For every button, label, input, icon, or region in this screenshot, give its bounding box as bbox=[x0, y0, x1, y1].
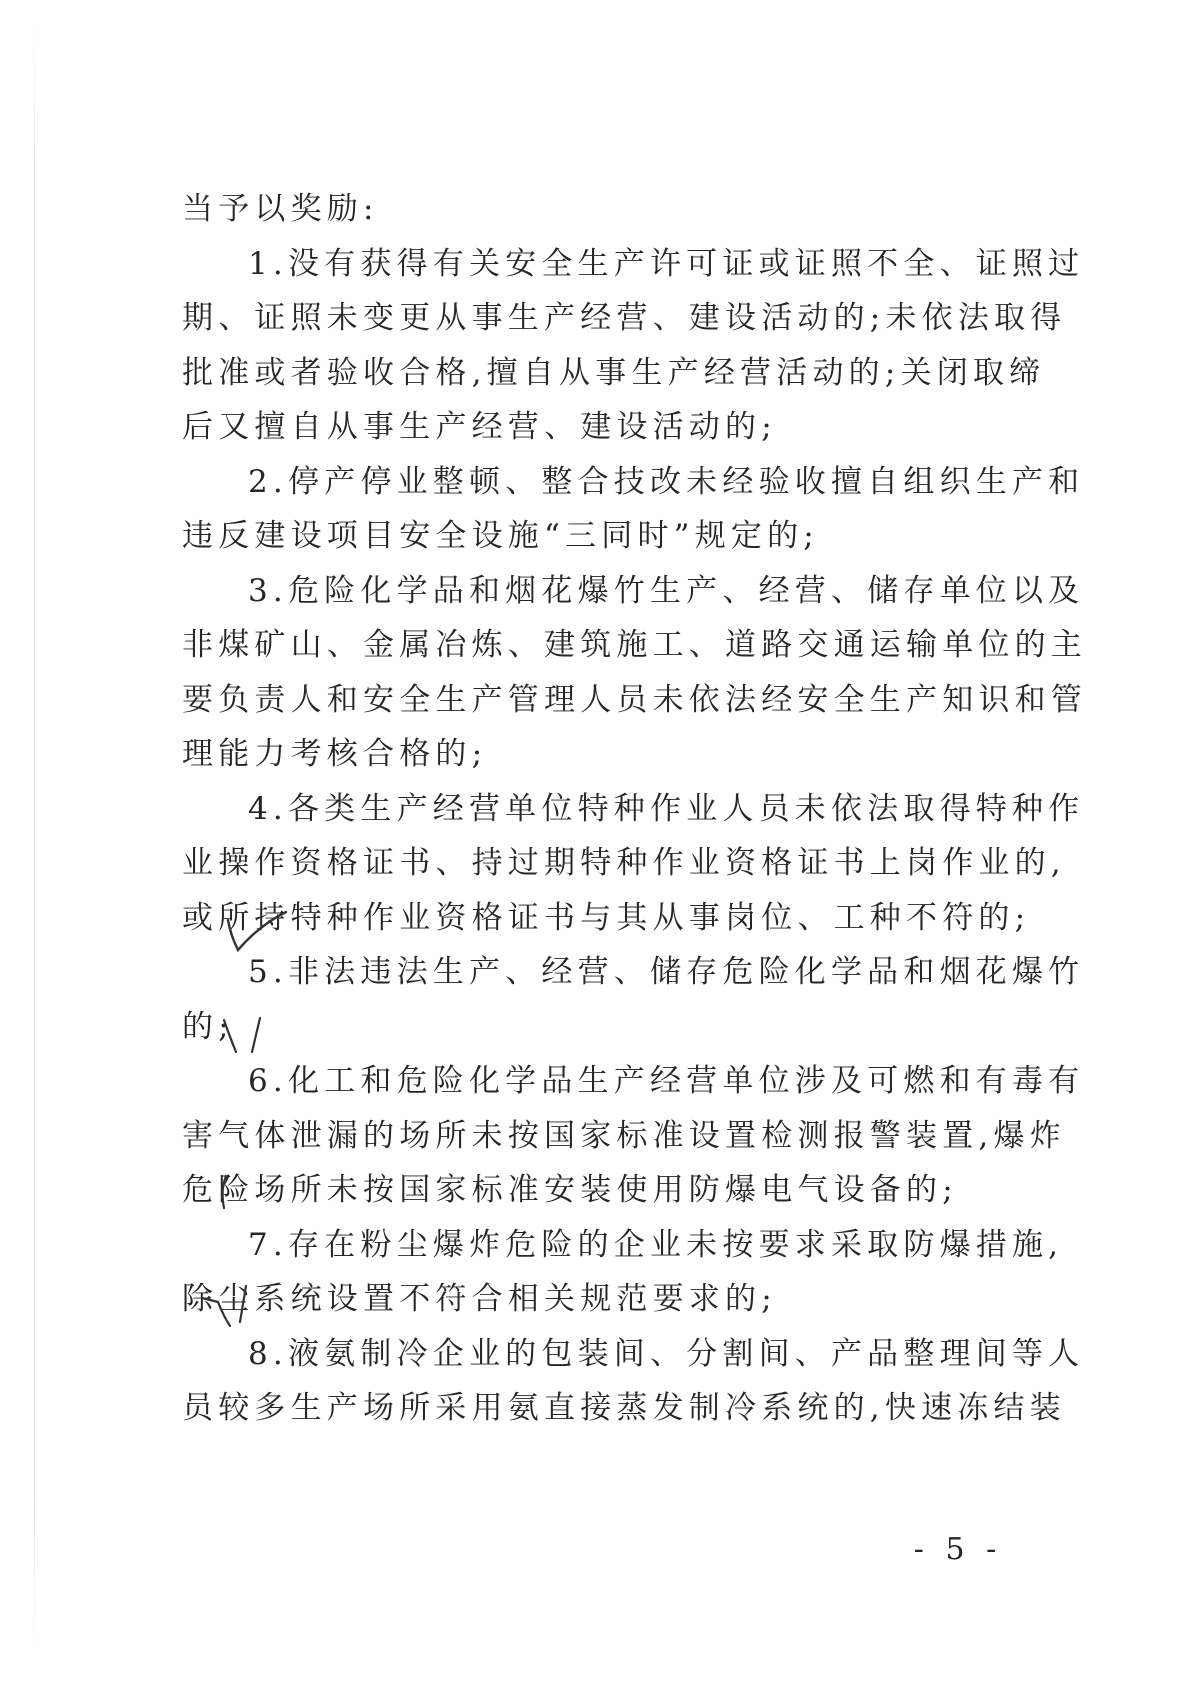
text-line: 违反建设项目安全设施“三同时”规定的; bbox=[182, 518, 819, 554]
handwritten-circle-mark-item-8 bbox=[196, 1278, 266, 1332]
text-line: 危险场所未按国家标准安装使用防爆电气设备的; bbox=[182, 1172, 958, 1208]
list-item-1-line: 1.没有获得有关安全生产许可证或证照不全、证照过 bbox=[248, 245, 1085, 282]
text-line: 员较多生产场所采用氨直接蒸发制冷系统的,快速冻结装 bbox=[182, 1390, 1066, 1426]
text-line: 期、证照未变更从事生产经营、建设活动的;未依法取得 bbox=[182, 300, 1067, 336]
document-body bbox=[182, 182, 1087, 1436]
text-line: 或所持特种作业资格证书与其从事岗位、工种不符的; bbox=[182, 899, 1031, 936]
list-item-6-line: 6.化工和危险化学品生产经营单位涉及可燃和有毒有 bbox=[248, 1063, 1085, 1099]
list-item-8-line: 8.液氨制冷企业的包装间、分割间、产品整理间等人 bbox=[248, 1335, 1085, 1372]
list-item-4-line: 4.各类生产经营单位特种作业人员未依法取得特种作 bbox=[248, 790, 1085, 827]
text-line: 批准或者验收合格,擅自从事生产经营活动的;关闭取缔 bbox=[182, 354, 1046, 391]
text-line: 非煤矿山、金属冶炼、建筑施工、道路交通运输单位的主 bbox=[182, 627, 1087, 663]
list-item-2-line: 2.停产停业整顿、整合技改未经验收擅自组织生产和 bbox=[248, 463, 1085, 500]
text-line: 要负责人和安全生产管理人员未依法经安全生产知识和管 bbox=[182, 681, 1087, 718]
text-line: 业操作资格证书、持过期特种作业资格证书上岗作业的, bbox=[182, 845, 1066, 881]
handwritten-check-mark-item-5 bbox=[222, 906, 292, 956]
handwritten-stroke-mark-item-7 bbox=[210, 1170, 240, 1214]
list-item-7-line: 7.存在粉尘爆炸危险的企业未按要求采取防爆措施, bbox=[248, 1226, 1064, 1263]
text-line: 后又擅自从事生产经营、建设活动的; bbox=[182, 409, 777, 445]
handwritten-slash-mark-item-6 bbox=[218, 1012, 278, 1062]
text-line: 害气体泄漏的场所未按国家标准设置检测报警装置,爆炸 bbox=[182, 1117, 1066, 1154]
scan-edge-shadow bbox=[34, 20, 35, 1660]
text-line: 除尘系统设置不符合相关规范要求的; bbox=[182, 1281, 777, 1317]
list-item-5-line: 5.非法违法生产、经营、储存危险化学品和烟花爆竹 bbox=[248, 954, 1085, 990]
text-line: 当予以奖励: bbox=[182, 191, 379, 227]
page-number: - 5 - bbox=[913, 1532, 1003, 1567]
text-line: 理能力考核合格的; bbox=[182, 736, 488, 772]
list-item-3-line: 3.危险化学品和烟花爆竹生产、经营、储存单位以及 bbox=[248, 572, 1085, 609]
text-line: 的; bbox=[182, 1008, 234, 1045]
